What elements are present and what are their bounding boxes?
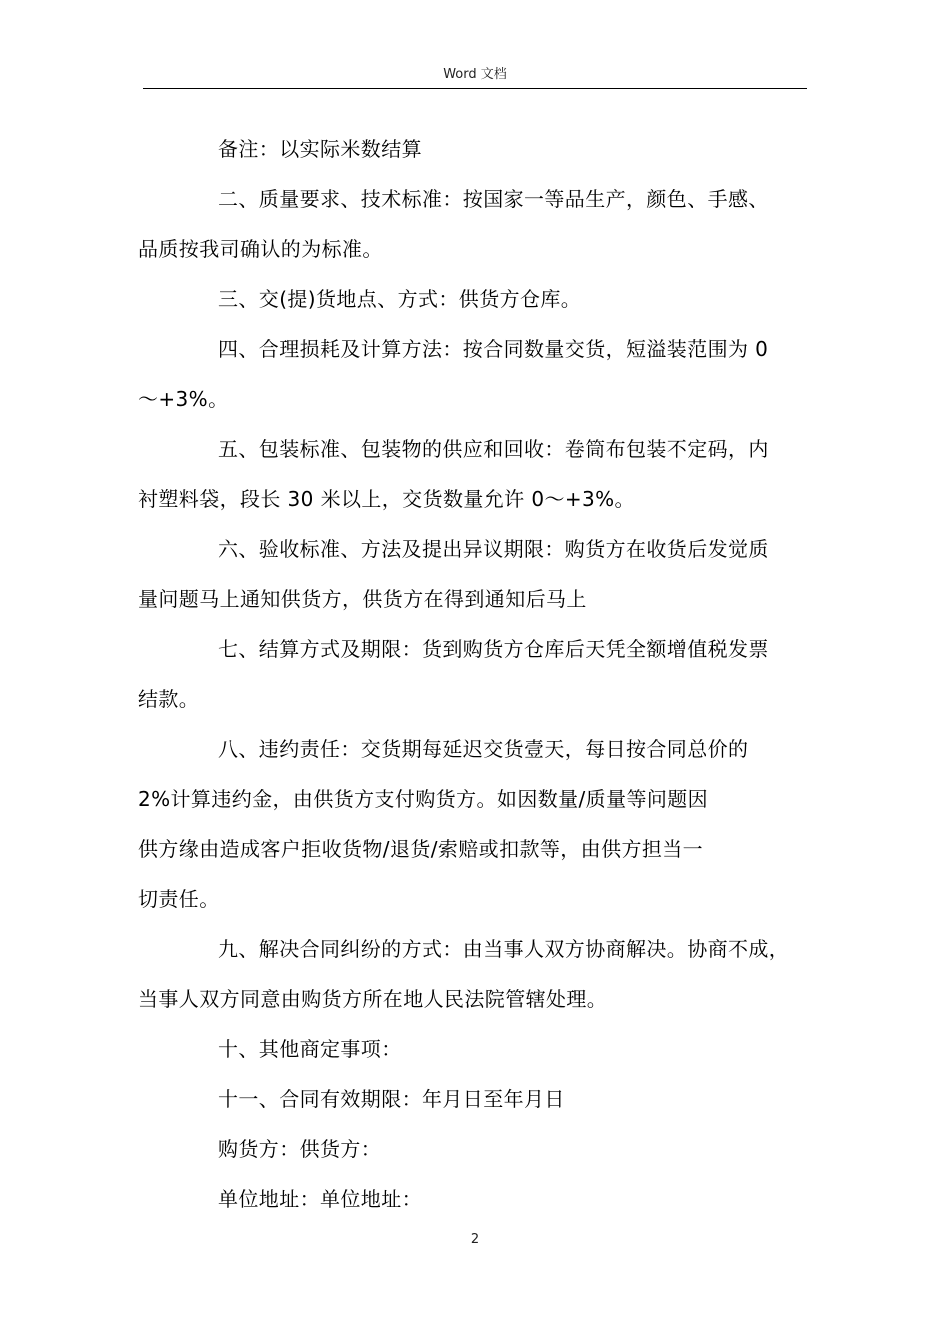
paragraph-loss-calculation bbox=[138, 324, 812, 424]
paragraph-delivery-location bbox=[178, 274, 812, 324]
paragraph-line: 九、解决合同纠纷的方式：由当事人双方协商解决。协商不成， bbox=[218, 937, 790, 961]
paragraph-validity-period bbox=[178, 1074, 812, 1124]
document-body bbox=[138, 124, 812, 1224]
paragraph-other-matters bbox=[178, 1024, 812, 1074]
paragraph-line: 七、结算方式及期限：货到购货方仓库后天凭全额增值税发票 bbox=[218, 637, 769, 661]
paragraph-line: 结款。 bbox=[138, 687, 200, 711]
paragraph-line: 备注：以实际米数结算 bbox=[218, 137, 422, 161]
paragraph-dispute-resolution bbox=[138, 924, 812, 1024]
paragraph-acceptance bbox=[138, 524, 812, 624]
paragraph-quality-requirements bbox=[138, 174, 812, 274]
paragraph-line: 品质按我司确认的为标准。 bbox=[138, 237, 383, 261]
paragraph-line: 十一、合同有效期限：年月日至年月日 bbox=[218, 1087, 565, 1111]
paragraph-line: 三、交(提)货地点、方式：供货方仓库。 bbox=[218, 287, 582, 311]
paragraph-addresses bbox=[178, 1174, 812, 1224]
paragraph-parties bbox=[178, 1124, 812, 1174]
paragraph-line: 切责任。 bbox=[138, 887, 220, 911]
paragraph-line: 单位地址：单位地址： bbox=[218, 1187, 422, 1211]
paragraph-settlement bbox=[138, 624, 812, 724]
paragraph-line: 当事人双方同意由购货方所在地人民法院管辖处理。 bbox=[138, 987, 608, 1011]
paragraph-line: 供方缘由造成客户拒收货物/退货/索赔或扣款等，由供方担当一 bbox=[138, 837, 704, 861]
paragraph-liability bbox=[138, 724, 812, 924]
paragraph-line: ～+3%。 bbox=[138, 387, 229, 411]
page-number: 2 bbox=[470, 1232, 480, 1247]
paragraph-packaging bbox=[138, 424, 812, 524]
paragraph-line: 十、其他商定事项： bbox=[218, 1037, 402, 1061]
header-divider bbox=[143, 88, 807, 89]
paragraph-line: 衬塑料袋，段长 30 米以上，交货数量允许 0～+3%。 bbox=[138, 487, 635, 511]
paragraph-line: 六、验收标准、方法及提出异议期限：购货方在收货后发觉质 bbox=[218, 537, 769, 561]
paragraph-line: 量问题马上通知供货方，供货方在得到通知后马上 bbox=[138, 587, 587, 611]
paragraph-line: 二、质量要求、技术标准：按国家一等品生产，颜色、手感、 bbox=[218, 187, 769, 211]
paragraph-line: 购货方：供货方： bbox=[218, 1137, 382, 1161]
paragraph-line: 五、包装标准、包装物的供应和回收：卷筒布包装不定码，内 bbox=[218, 437, 769, 461]
paragraph-line: 2%计算违约金，由供货方支付购货方。如因数量/质量等问题因 bbox=[138, 787, 709, 811]
paragraph-remark bbox=[178, 124, 812, 174]
document-header-title: Word 文档 bbox=[443, 67, 507, 82]
paragraph-line: 八、违约责任：交货期每延迟交货壹天，每日按合同总价的 bbox=[218, 737, 749, 761]
paragraph-line: 四、合理损耗及计算方法：按合同数量交货，短溢装范围为 0 bbox=[218, 337, 769, 361]
